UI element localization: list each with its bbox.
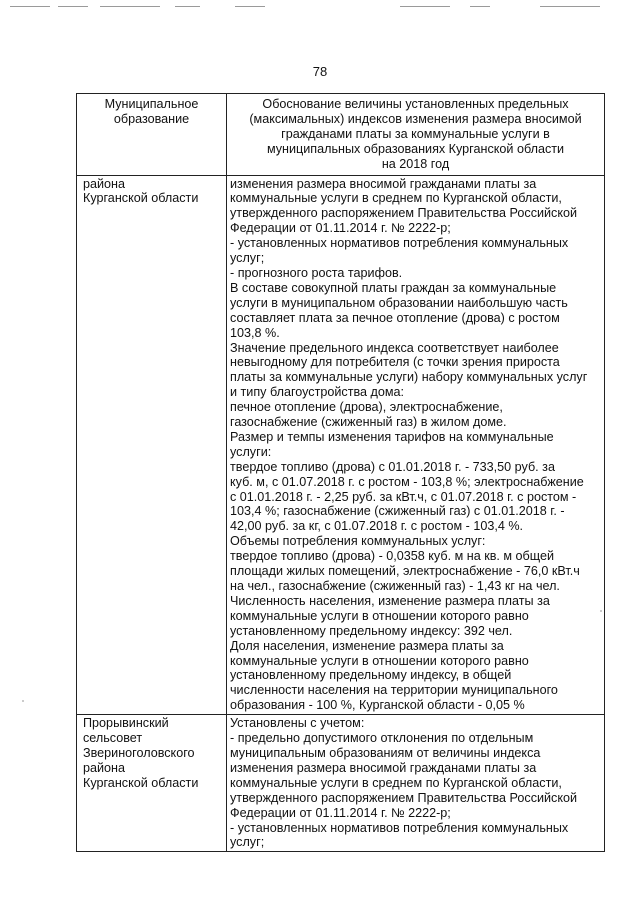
justification-cell: Установлены с учетом: - предельно допустимого отклонения по отдельным муниципальным образованиям от величины индекса изменения размера вносимой гражданами платы за коммунальные услуги в среднем по Курганской области, утвержденного распоряжением Правительства Российской Федерации от 01.11.2014 г. № 2222-р; - установленных нормативов потребления коммунальных услуг; — [227, 715, 605, 852]
scan-speck — [22, 700, 24, 702]
page-number: 78 — [312, 64, 328, 79]
header-municipality: Муниципальное образование — [77, 94, 227, 176]
municipality-cell: Прорывинский сельсовет Звериноголовского района Курганской области — [77, 715, 227, 852]
scan-artifact-line — [0, 6, 640, 10]
header-justification: Обоснование величины установленных предельных (максимальных) индексов изменения размера вносимой гражданами платы за коммунальные услуги в муниципальных образованиях Курганской области на 2018 год — [227, 94, 605, 176]
table-row — [77, 715, 605, 852]
table-row — [77, 175, 605, 715]
municipality-cell: района Курганской области — [77, 175, 227, 715]
table-header-row — [77, 94, 605, 176]
justification-cell: изменения размера вносимой гражданами платы за коммунальные услуги в среднем по Курганской области, утвержденного распоряжением Правительства Российской Федерации от 01.11.2014 г. № 2222-р; - установленных нормативов потребления коммунальных услуг; - прогнозного роста тарифов. В составе совокупной платы граждан за коммунальные услуги в муниципальном образовании наибольшую часть составляет плата за печное отопление (дрова) с ростом 103,8 %. Значение предельного индекса соответствует наиболее невыгодному для потребителя (с точки зрения прироста платы за коммунальные услуги) набору коммунальных услуг и типу благоустройства дома: печное отопление (дрова), электроснабжение, газоснабжение (сжиженный газ) в жилом доме. Размер и темпы изменения тарифов на коммунальные услуги: твердое топливо (дрова) с 01.01.2018 г. - 733,50 руб. за куб. м, с 01.07.2018 г. с ростом - 103,8 %; электроснабжение с 01.01.2018 г. - 2,25 руб. за кВт.ч, с 01.07.2018 г. с ростом - 103,4 %; газоснабжение (сжиженный газ) с 01.01.2018 г. - 42,00 руб. за кг, с 01.07.2018 г. с ростом - 103,4 %. Объемы потребления коммунальных услуг: твердое топливо (дрова) - 0,0358 куб. м на кв. м общей площади жилых помещений, электроснабжение - 76,0 кВт.ч на чел., газоснабжение (сжиженный газ) - 1,43 кг на чел. Численность населения, изменение размера платы за коммунальные услуги в отношении которого равно установленному предельному индексу: 392 чел. Доля населения, изменение размера платы за коммунальные услуги в отношении которого равно установленному предельному индексу, в общей численности населения на территории муниципального образования - 100 %, Курганской области - 0,05 % — [227, 175, 605, 715]
scan-speck — [600, 610, 602, 612]
justification-table — [76, 93, 605, 852]
